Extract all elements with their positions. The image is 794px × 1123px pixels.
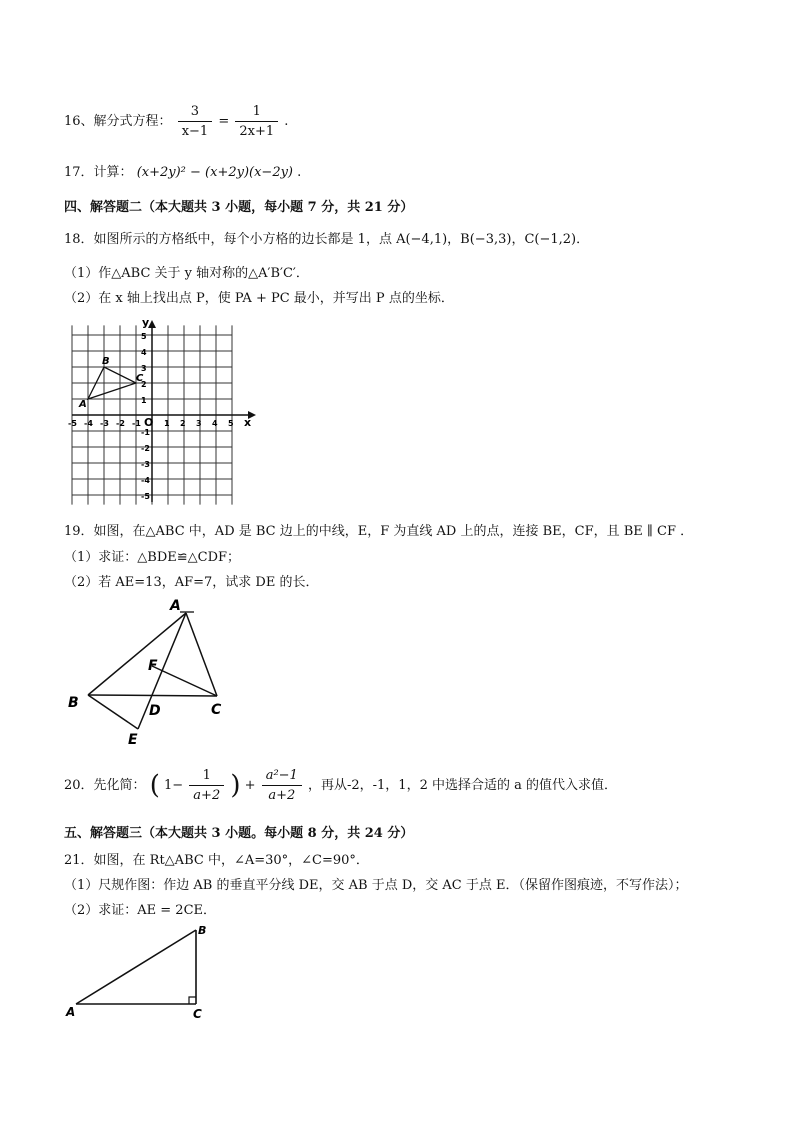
question-21-part-2: （2）求证：AE = 2CE． <box>64 903 217 918</box>
fraction-2-denominator: 2x+1 <box>239 124 275 139</box>
x-tick-label: 1 <box>164 419 170 428</box>
x-tick-label: -2 <box>116 419 125 428</box>
point-label-a: A <box>79 399 87 410</box>
label-e: E <box>128 732 138 748</box>
label-b: B <box>198 924 207 937</box>
equals-sign: = <box>218 114 230 129</box>
x-tick-label: -4 <box>84 419 93 428</box>
fraction-2-numerator: 1 <box>235 104 278 122</box>
y-axis-arrow <box>148 320 156 328</box>
x-tick-label: 5 <box>228 419 234 428</box>
x-axis-label: x <box>244 416 252 429</box>
period: . <box>284 114 289 129</box>
y-axis-label: y <box>142 316 150 329</box>
point-label-b: B <box>102 356 110 367</box>
y-tick-label: -5 <box>141 492 150 501</box>
fraction-1 <box>178 104 213 139</box>
question-16-label: 16、解分式方程： <box>64 114 172 129</box>
question-18-part-2: （2）在 x 轴上找出点 P，使 PA + PC 最小，并写出 P 点的坐标． <box>64 291 454 306</box>
section-4-title: 四、解答题二（本大题共 3 小题，每小题 7 分，共 21 分） <box>64 200 414 215</box>
question-18-text: 18．如图所示的方格纸中，每个小方格的边长都是 1，点 A(−4,1)，B(−3,3)，C(−1,2)． <box>64 232 590 247</box>
question-19-part-2: （2）若 AE=13，AF=7，试求 DE 的长． <box>64 575 319 590</box>
y-tick-label: -3 <box>141 460 150 469</box>
segment-ba <box>88 613 186 695</box>
fraction-4-denominator: a+2 <box>268 788 296 803</box>
label-c: C <box>211 702 222 718</box>
origin-label: O <box>144 416 154 429</box>
right-angle-mark <box>189 997 196 1004</box>
triangle-figure-19 <box>62 594 242 750</box>
label-c: C <box>193 1007 202 1021</box>
question-18-part-1: （1）作△ABC 关于 y 轴对称的△A′B′C′． <box>64 266 309 281</box>
plus-sign: + <box>244 778 256 793</box>
question-20-label: 20．先化简： <box>64 778 146 793</box>
label-d: D <box>149 703 161 719</box>
one-minus: 1− <box>163 778 184 793</box>
section-5-title: 五、解答题三（本大题共 3 小题。每小题 8 分，共 24 分） <box>64 826 414 841</box>
question-17 <box>64 161 301 180</box>
question-20-tail: ，再从-2，-1，1，2 中选择合适的 a 的值代入求值． <box>307 778 618 793</box>
segment-ab <box>76 930 196 1004</box>
question-20 <box>64 768 617 803</box>
y-tick-label: 1 <box>141 396 147 405</box>
y-tick-label: -4 <box>141 476 150 485</box>
x-tick-label: 3 <box>196 419 202 428</box>
label-b: B <box>68 695 79 711</box>
right-triangle-figure-21 <box>62 920 222 1024</box>
y-tick-label: 3 <box>141 364 147 373</box>
y-tick-label: 4 <box>141 348 147 357</box>
fraction-3 <box>189 768 224 803</box>
question-19-part-1: （1）求证：△BDE≌△CDF； <box>64 550 241 565</box>
question-17-expression: (x+2y)² − (x+2y)(x−2y) <box>136 165 294 180</box>
period: . <box>297 165 302 180</box>
fraction-3-denominator: a+2 <box>193 788 221 803</box>
y-tick-label: -1 <box>141 428 150 437</box>
fraction-1-denominator: x−1 <box>181 124 209 139</box>
fraction-1-numerator: 3 <box>178 104 213 122</box>
point-label-c: C <box>136 373 144 384</box>
paren-open: ( <box>149 770 160 801</box>
segment-be <box>88 695 138 729</box>
x-tick-label: -5 <box>68 419 77 428</box>
fraction-4-numerator: a²−1 <box>262 768 302 786</box>
x-tick-label: -3 <box>100 419 109 428</box>
fraction-2 <box>235 104 278 139</box>
question-19-text: 19．如图，在△ABC 中，AD 是 BC 边上的中线，E，F 为直线 AD 上的点，连接 BE，CF，且 BE ∥ CF ． <box>64 524 694 539</box>
question-21-text: 21．如图，在 Rt△ABC 中，∠A=30°，∠C=90°． <box>64 853 369 868</box>
paren-close: ) <box>230 770 241 801</box>
y-tick-label: -2 <box>141 444 150 453</box>
fraction-4 <box>262 768 302 803</box>
y-tick-label: 5 <box>141 332 147 341</box>
fraction-3-numerator: 1 <box>189 768 224 786</box>
label-a: A <box>66 1005 76 1019</box>
coordinate-grid <box>66 316 256 506</box>
x-tick-label: 2 <box>180 419 186 428</box>
label-a: A <box>170 598 181 614</box>
x-tick-label: -1 <box>132 419 141 428</box>
question-17-label: 17．计算： <box>64 165 133 180</box>
y-tick-label: 2 <box>141 380 147 389</box>
question-16 <box>64 104 288 139</box>
question-21-part-1: （1）尺规作图：作边 AB 的垂直平分线 DE，交 AB 于点 D，交 AC 于点 E．（保留作图痕迹，不写作法）； <box>64 878 688 893</box>
x-tick-label: 4 <box>212 419 218 428</box>
label-f: F <box>148 658 158 674</box>
